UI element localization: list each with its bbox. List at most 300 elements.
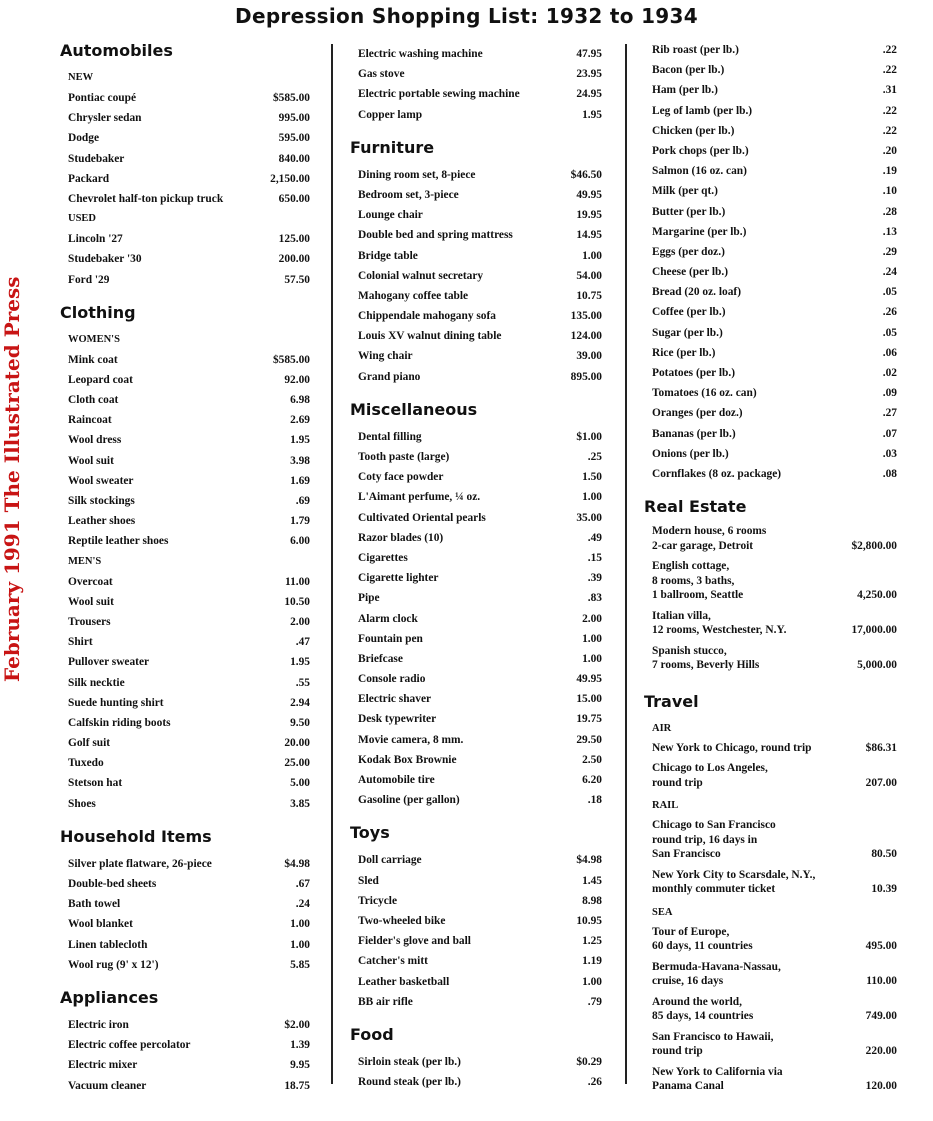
item-name: Raincoat <box>68 414 112 427</box>
item-price: 49.95 <box>576 188 602 201</box>
list-item <box>68 652 310 672</box>
item-name: Leather basketball <box>358 975 450 988</box>
item-price: 25.00 <box>284 757 310 770</box>
item-name: Colonial walnut secretary <box>358 269 484 282</box>
list-item <box>652 80 897 100</box>
price-list <box>68 88 310 209</box>
list-item <box>358 367 602 387</box>
list-item <box>358 508 602 528</box>
list-item <box>358 1052 602 1072</box>
list-item <box>652 524 897 553</box>
item-name: Shoes <box>68 797 96 810</box>
item-price: $4.98 <box>284 857 310 870</box>
item-name: Vacuum cleaner <box>68 1079 147 1092</box>
item-name: New York City to Scarsdale, N.Y., monthly commuter ticket <box>652 868 816 896</box>
section-title-real-estate: Real Estate <box>644 497 747 517</box>
list-item <box>358 689 602 709</box>
item-name: Silk stockings <box>68 495 135 507</box>
list-item <box>358 931 602 951</box>
list-item <box>68 753 310 773</box>
item-name: Kodak Box Brownie <box>358 753 457 766</box>
item-name: Two-wheeled bike <box>358 914 446 927</box>
price-list <box>358 165 602 387</box>
item-price: 1.00 <box>582 249 602 262</box>
item-price: .26 <box>882 306 897 319</box>
list-item <box>652 181 897 201</box>
list-item <box>358 992 602 1012</box>
item-name: Packard <box>68 172 110 185</box>
list-item <box>68 572 310 592</box>
item-name: Bedroom set, 3-piece <box>358 188 459 201</box>
item-price: 110.00 <box>866 975 897 988</box>
list-item <box>68 632 310 652</box>
item-name: Fielder's glove and ball <box>358 935 471 948</box>
list-item <box>652 464 897 484</box>
item-name: Wing chair <box>358 350 413 363</box>
subheading-womens: WOMEN'S <box>68 333 120 345</box>
item-name: Wool rug (9' x 12') <box>68 958 159 971</box>
item-price: 10.95 <box>576 914 602 927</box>
item-name: Double bed and spring mattress <box>358 229 513 242</box>
item-price: .08 <box>882 467 897 480</box>
item-name: Tuxedo <box>68 757 104 770</box>
list-item <box>68 149 310 169</box>
list-item <box>652 121 897 141</box>
list-item <box>68 693 310 713</box>
list-item <box>652 383 897 403</box>
list-item <box>68 713 310 733</box>
price-list <box>358 44 602 125</box>
item-name: Oranges (per doz.) <box>652 407 743 420</box>
item-name: Cornflakes (8 oz. package) <box>652 467 782 480</box>
price-list <box>652 40 897 484</box>
item-price: 10.75 <box>576 289 602 302</box>
item-name: Pullover sweater <box>68 656 150 669</box>
item-price: $4.98 <box>576 854 602 867</box>
item-name: Cultivated Oriental pearls <box>358 511 486 524</box>
item-price: $585.00 <box>272 353 310 366</box>
item-price: 10.50 <box>284 595 310 608</box>
item-price: $46.50 <box>570 168 602 181</box>
list-item <box>358 588 602 608</box>
list-item <box>358 669 602 689</box>
item-name: Mink coat <box>68 353 118 366</box>
item-price: .07 <box>882 427 897 440</box>
item-price: 5.00 <box>290 777 310 790</box>
item-price: 29.50 <box>576 733 602 746</box>
item-name: Double-bed sheets <box>68 878 157 890</box>
section-title-automobiles: Automobiles <box>60 41 173 60</box>
item-price: 135.00 <box>570 310 602 323</box>
item-price: 1.69 <box>290 474 310 487</box>
item-price: 6.20 <box>582 774 602 786</box>
list-item <box>358 346 602 366</box>
column-divider <box>331 44 333 1084</box>
item-name: Leather shoes <box>68 515 136 528</box>
list-item <box>652 609 897 638</box>
item-price: .27 <box>882 407 897 420</box>
item-price: .55 <box>295 676 310 689</box>
list-item <box>68 390 310 410</box>
item-price: 125.00 <box>278 233 310 246</box>
page-title: Depression Shopping List: 1932 to 1934 <box>235 4 698 28</box>
item-price: 23.95 <box>576 68 602 81</box>
item-name: Wool suit <box>68 595 114 608</box>
item-name: Razor blades (10) <box>358 531 444 544</box>
price-list <box>358 850 602 1012</box>
item-name: Silk necktie <box>68 676 125 689</box>
list-item <box>68 430 310 450</box>
item-name: Chippendale mahogany sofa <box>358 310 496 323</box>
item-price: .26 <box>587 1076 602 1089</box>
item-name: Spanish stucco, 7 rooms, Beverly Hills <box>652 644 760 672</box>
column-divider <box>625 44 627 1084</box>
list-item <box>652 40 897 60</box>
item-price: $2.00 <box>284 1018 310 1031</box>
item-name: Eggs (per doz.) <box>652 245 725 258</box>
item-price: 1.25 <box>582 935 602 948</box>
list-item <box>68 1055 310 1075</box>
item-price: 1.95 <box>582 108 602 121</box>
section-title-toys: Toys <box>350 823 390 843</box>
item-name: Milk (per qt.) <box>652 185 718 198</box>
item-price: .24 <box>882 266 897 279</box>
item-price: .05 <box>882 286 897 299</box>
price-list <box>652 925 897 1094</box>
item-name: Sled <box>358 874 379 887</box>
column-3 <box>644 40 897 1100</box>
list-item <box>358 64 602 84</box>
list-item <box>358 487 602 507</box>
list-item <box>68 1035 310 1055</box>
list-item <box>68 511 310 531</box>
item-name: Tooth paste (large) <box>358 451 450 463</box>
price-list <box>652 741 897 791</box>
item-price: .05 <box>882 326 897 339</box>
item-price: 120.00 <box>865 1080 897 1093</box>
section-title-furniture: Furniture <box>350 137 435 157</box>
item-price: 2.00 <box>290 615 310 628</box>
item-name: Around the world, 85 days, 14 countries <box>652 995 754 1023</box>
item-price: .09 <box>882 387 897 400</box>
item-price: 5,000.00 <box>857 659 897 672</box>
item-price: 1.45 <box>582 874 602 887</box>
item-price: .10 <box>882 185 897 198</box>
item-name: Onions (per lb.) <box>652 447 729 460</box>
list-item <box>652 1030 897 1059</box>
list-item <box>358 750 602 770</box>
list-item <box>652 444 897 464</box>
list-item <box>68 673 310 693</box>
list-item <box>358 548 602 568</box>
item-name: Golf suit <box>68 737 111 750</box>
item-name: Butter (per lb.) <box>652 205 726 218</box>
list-item <box>652 868 897 897</box>
list-item <box>358 306 602 326</box>
item-name: Coffee (per lb.) <box>652 306 726 319</box>
list-item <box>358 165 602 185</box>
item-name: Overcoat <box>68 575 113 588</box>
list-item <box>358 44 602 64</box>
list-item <box>652 761 897 790</box>
item-name: Tricycle <box>358 894 397 907</box>
section-title-miscellaneous: Miscellaneous <box>350 399 478 419</box>
item-price: 39.00 <box>576 350 602 363</box>
list-item <box>358 891 602 911</box>
list-item <box>68 914 310 934</box>
item-price: 11.00 <box>285 575 310 588</box>
list-item <box>358 649 602 669</box>
item-name: Console radio <box>358 673 426 686</box>
item-name: Rice (per lb.) <box>652 346 716 359</box>
item-price: 54.00 <box>576 269 602 282</box>
list-item <box>358 770 602 790</box>
subheading-used: USED <box>68 213 97 225</box>
item-name: Margarine (per lb.) <box>652 225 747 238</box>
list-item <box>68 249 310 269</box>
item-price: 2.00 <box>582 612 602 625</box>
list-item <box>652 141 897 161</box>
list-item <box>68 410 310 430</box>
item-price: .13 <box>882 225 897 238</box>
item-name: Electric shaver <box>358 693 432 706</box>
price-list <box>652 818 897 897</box>
item-name: Leg of lamb (per lb.) <box>652 104 753 117</box>
list-item <box>652 302 897 322</box>
item-price: 840.00 <box>278 152 310 165</box>
list-item <box>68 733 310 753</box>
item-name: Catcher's mitt <box>358 955 428 968</box>
item-price: $585.00 <box>272 92 310 104</box>
item-price: 650.00 <box>278 192 310 205</box>
list-item <box>358 790 602 810</box>
list-item <box>358 972 602 992</box>
item-name: Dodge <box>68 132 100 145</box>
item-price: 14.95 <box>576 229 602 242</box>
item-price: .03 <box>882 447 897 460</box>
item-name: Copper lamp <box>358 108 423 121</box>
column-1 <box>60 40 310 1096</box>
item-name: Coty face powder <box>358 471 444 484</box>
subheading-rail: RAIL <box>652 800 679 812</box>
item-name: L'Aimant perfume, ¼ oz. <box>358 491 481 504</box>
item-price: .20 <box>882 144 897 157</box>
item-name: Dental filling <box>358 430 422 443</box>
item-name: Sugar (per lb.) <box>652 326 723 339</box>
item-price: .39 <box>587 572 602 585</box>
list-item <box>358 730 602 750</box>
item-price: .22 <box>882 124 897 137</box>
item-price: 2,150.00 <box>270 172 310 185</box>
item-price: .31 <box>882 84 897 97</box>
item-name: Lounge chair <box>358 209 423 222</box>
list-item <box>652 960 897 989</box>
section-title-travel: Travel <box>644 691 699 711</box>
item-price: 1.79 <box>290 515 310 528</box>
list-item <box>358 467 602 487</box>
section-title-appliances: Appliances <box>60 987 159 1007</box>
item-price: 1.95 <box>290 656 310 669</box>
item-name: Grand piano <box>358 370 421 383</box>
item-name: Shirt <box>68 636 93 649</box>
list-item <box>68 794 310 814</box>
list-item <box>68 370 310 390</box>
list-item <box>652 161 897 181</box>
item-price: 124.00 <box>570 330 602 343</box>
item-price: .79 <box>587 995 602 1008</box>
list-item <box>68 894 310 914</box>
list-item <box>68 108 310 128</box>
item-name: Rib roast (per lb.) <box>652 44 739 56</box>
item-price: 18.75 <box>284 1079 310 1092</box>
list-item <box>652 242 897 262</box>
list-item <box>68 471 310 491</box>
item-price: 5.85 <box>290 958 310 971</box>
item-name: Lincoln '27 <box>68 233 123 246</box>
item-price: 6.00 <box>290 535 310 548</box>
item-name: Electric iron <box>68 1018 129 1031</box>
list-item <box>68 612 310 632</box>
item-price: 1.00 <box>290 938 310 951</box>
item-price: 200.00 <box>278 253 310 266</box>
item-name: Bath towel <box>68 898 121 911</box>
list-item <box>68 88 310 108</box>
list-item <box>652 644 897 673</box>
item-price: .67 <box>295 878 310 890</box>
price-list <box>358 1052 602 1092</box>
item-name: Bacon (per lb.) <box>652 64 725 77</box>
item-name: Modern house, 6 rooms 2-car garage, Detroit <box>652 525 767 552</box>
item-name: Suede hunting shirt <box>68 696 164 709</box>
list-item <box>358 629 602 649</box>
subheading-air: AIR <box>652 722 672 734</box>
list-item <box>652 424 897 444</box>
list-item <box>358 709 602 729</box>
item-name: Salmon (16 oz. can) <box>652 165 747 178</box>
item-price: .47 <box>295 636 310 649</box>
item-price: $2,800.00 <box>851 539 897 552</box>
list-item <box>652 925 897 954</box>
list-item <box>652 282 897 302</box>
item-price: 1.00 <box>582 975 602 988</box>
item-name: Gasoline (per gallon) <box>358 794 460 807</box>
item-name: Round steak (per lb.) <box>358 1076 461 1089</box>
item-price: 24.95 <box>576 88 602 101</box>
list-item <box>358 951 602 971</box>
item-price: $0.29 <box>576 1055 602 1068</box>
item-price: .49 <box>587 531 602 544</box>
item-price: 35.00 <box>576 511 602 524</box>
list-item <box>68 1015 310 1035</box>
item-name: Studebaker '30 <box>68 253 142 266</box>
item-name: Chrysler sedan <box>68 112 142 125</box>
item-price: .06 <box>882 346 897 359</box>
item-price: 15.00 <box>576 693 602 706</box>
item-price: $86.31 <box>865 741 897 754</box>
item-price: 20.00 <box>284 737 310 750</box>
list-item <box>652 262 897 282</box>
list-item <box>652 818 897 862</box>
item-price: 92.00 <box>284 373 310 386</box>
subheading-sea: SEA <box>652 906 673 918</box>
item-price: 2.94 <box>290 696 310 709</box>
item-name: New York to Chicago, round trip <box>652 741 812 754</box>
item-name: Wool dress <box>68 434 122 447</box>
item-name: Louis XV walnut dining table <box>358 330 502 343</box>
item-name: Chicken (per lb.) <box>652 124 735 137</box>
list-item <box>68 874 310 894</box>
item-price: 1.39 <box>290 1039 310 1052</box>
item-name: Ford '29 <box>68 273 110 286</box>
list-item <box>652 222 897 242</box>
item-price: $1.00 <box>576 430 602 443</box>
list-item <box>358 205 602 225</box>
item-name: Automobile tire <box>358 774 435 786</box>
item-price: .83 <box>587 592 602 605</box>
list-item <box>652 995 897 1024</box>
price-list <box>68 854 310 975</box>
item-price: 495.00 <box>865 940 897 953</box>
item-price: 9.95 <box>290 1059 310 1072</box>
item-name: Alarm clock <box>358 612 418 625</box>
item-price: .69 <box>295 495 310 507</box>
section-title-food: Food <box>350 1024 394 1044</box>
item-name: Silver plate flatware, 26-piece <box>68 857 212 870</box>
list-item <box>652 741 897 756</box>
item-price: 4,250.00 <box>857 589 897 602</box>
price-list <box>68 1015 310 1096</box>
item-name: Chevrolet half-ton pickup truck <box>68 192 224 205</box>
list-item <box>68 592 310 612</box>
list-item <box>358 84 602 104</box>
item-name: Bridge table <box>358 249 418 262</box>
item-price: .18 <box>587 794 602 807</box>
list-item <box>652 363 897 383</box>
item-price: .28 <box>882 205 897 218</box>
credit-vertical: February 1991 The Illustrated Press <box>0 276 24 682</box>
item-name: Fountain pen <box>358 632 423 645</box>
item-name: Doll carriage <box>358 854 422 867</box>
list-item <box>68 128 310 148</box>
item-name: Stetson hat <box>68 777 123 790</box>
item-price: .22 <box>882 64 897 77</box>
item-price: 1.95 <box>290 434 310 447</box>
item-price: 19.75 <box>576 713 602 726</box>
item-price: 595.00 <box>278 132 310 145</box>
list-item <box>68 451 310 471</box>
item-name: English cottage, 8 rooms, 3 baths, 1 ballroom, Seattle <box>652 560 744 602</box>
item-price: 3.85 <box>290 797 310 810</box>
list-item <box>358 185 602 205</box>
list-item <box>358 286 602 306</box>
item-name: Desk typewriter <box>358 713 437 726</box>
item-name: Bermuda-Havana-Nassau, cruise, 16 days <box>652 960 781 988</box>
item-name: Briefcase <box>358 652 403 665</box>
item-name: Chicago to Los Angeles, round trip <box>652 762 768 789</box>
section-title-clothing: Clothing <box>60 302 136 322</box>
item-price: 10.39 <box>871 883 897 896</box>
item-price: 49.95 <box>576 673 602 686</box>
item-name: Electric coffee percolator <box>68 1039 191 1052</box>
list-item <box>358 105 602 125</box>
item-price: 6.98 <box>290 394 310 407</box>
item-price: .24 <box>295 898 310 911</box>
item-name: Pipe <box>358 592 380 605</box>
item-name: Tour of Europe, 60 days, 11 countries <box>652 925 753 953</box>
list-item <box>68 531 310 551</box>
list-item <box>652 323 897 343</box>
item-name: Electric washing machine <box>358 48 483 60</box>
